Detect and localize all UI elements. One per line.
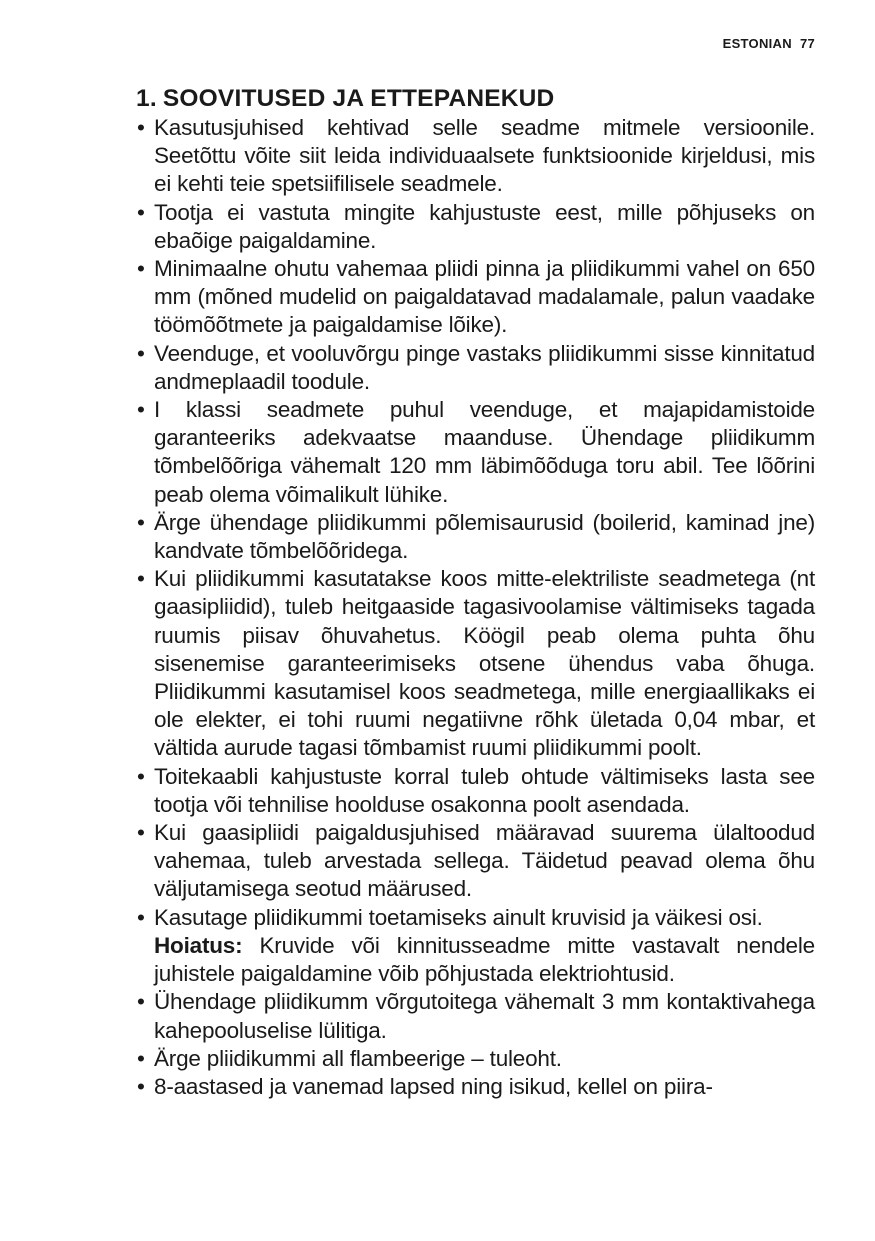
section-number: 1. — [136, 85, 157, 112]
section-heading — [136, 84, 815, 114]
list-item: • Kui gaasipliidi paigaldusjuhised määravad suurema ülaltoodud vahemaa, tuleb arvestada sellega. Täidetud peavad olema õhu väljutamisega seotud määrused. — [136, 819, 815, 904]
list-item: • Veenduge, et vooluvõrgu pinge vastaks pliidikummi sisse kinnitatud andmeplaadil toodule. — [136, 340, 815, 396]
section-title: SOOVITUSED JA ETTEPANEKUD — [162, 85, 555, 112]
list-item: • I klassi seadmete puhul veenduge, et majapidamistoide garanteeriks adekvaatse maanduse. Ühendage pliidikumm tõmbelõõriga vähemalt 120 mm läbimõõduga toru abil. Tee lõõrini peab olema võimalikult lühike. — [136, 396, 815, 509]
header-language: ESTONIAN — [722, 36, 792, 51]
warning-text: Kruvide või kinnitusseadme mitte vastavalt nendele juhistele paigaldamine võib põhjustada elektriohtusid. — [154, 932, 815, 987]
recommendations-list — [136, 114, 815, 1101]
page-number: 77 — [799, 36, 815, 51]
list-item: • Tootja ei vastuta mingite kahjustuste eest, mille põhjuseks on ebaõige paigaldamine. — [136, 199, 815, 255]
list-item: • Ärge pliidikummi all flambeerige – tuleoht. — [136, 1045, 815, 1073]
list-item: • Toitekaabli kahjustuste korral tuleb ohtude vältimiseks lasta see tootja või tehnilise hoolduse osakonna poolt asendada. — [136, 763, 815, 819]
list-item: • Kui pliidikummi kasutatakse koos mitte-elektriliste seadmetega (nt gaasipliidid), tuleb heitgaaside tagasivoolamise vältimiseks tagada ruumis piisav õhuvahetus. Köögil peab olema puhta õhu sisenemise garanteerimiseks otsene ühendus vaba õhuga. Pliidikummi kasutamisel koos seadmetega, mille energiaallikaks ei ole elekter, ei tohi ruumi negatiivne rõhk ületada 0,04 mbar, et vältida aurude tagasi tõmbamist ruumi pliidikummi poolt. — [136, 565, 815, 762]
list-item: • Ühendage pliidikumm võrgutoitega vähemalt 3 mm kontaktivahega kahepooluselise lülitiga. — [136, 988, 815, 1044]
warning-label: Hoiatus: — [154, 932, 243, 958]
list-item: • Minimaalne ohutu vahemaa pliidi pinna ja pliidikummi vahel on 650 mm (mõned mudelid on paigaldatavad madalamale, palun vaadake töömõõtmete ja paigaldamise lõike). — [136, 255, 815, 340]
list-item: • Kasutage pliidikummi toetamiseks ainult kruvisid ja väikesi osi. Hoiatus: Kruvide või kinnitusseadme mitte vastavalt nendele juhistele paigaldamine võib põhjustada elektriohtusid. — [136, 904, 815, 989]
page-content — [136, 84, 815, 1101]
running-header — [723, 36, 815, 51]
warning-note — [154, 932, 815, 988]
list-item: • Kasutusjuhised kehtivad selle seadme mitmele versioonile. Seetõttu võite siit leida individuaalsete funktsioonide kirjeldusi, mis ei kehti teie spetsiifilisele seadmele. — [136, 114, 815, 199]
list-item: • Ärge ühendage pliidikummi põlemisaurusid (boilerid, kaminad jne) kandvate tõmbelõõridega. — [136, 509, 815, 565]
list-item: • 8-aastased ja vanemad lapsed ning isikud, kellel on piira- — [136, 1073, 815, 1101]
